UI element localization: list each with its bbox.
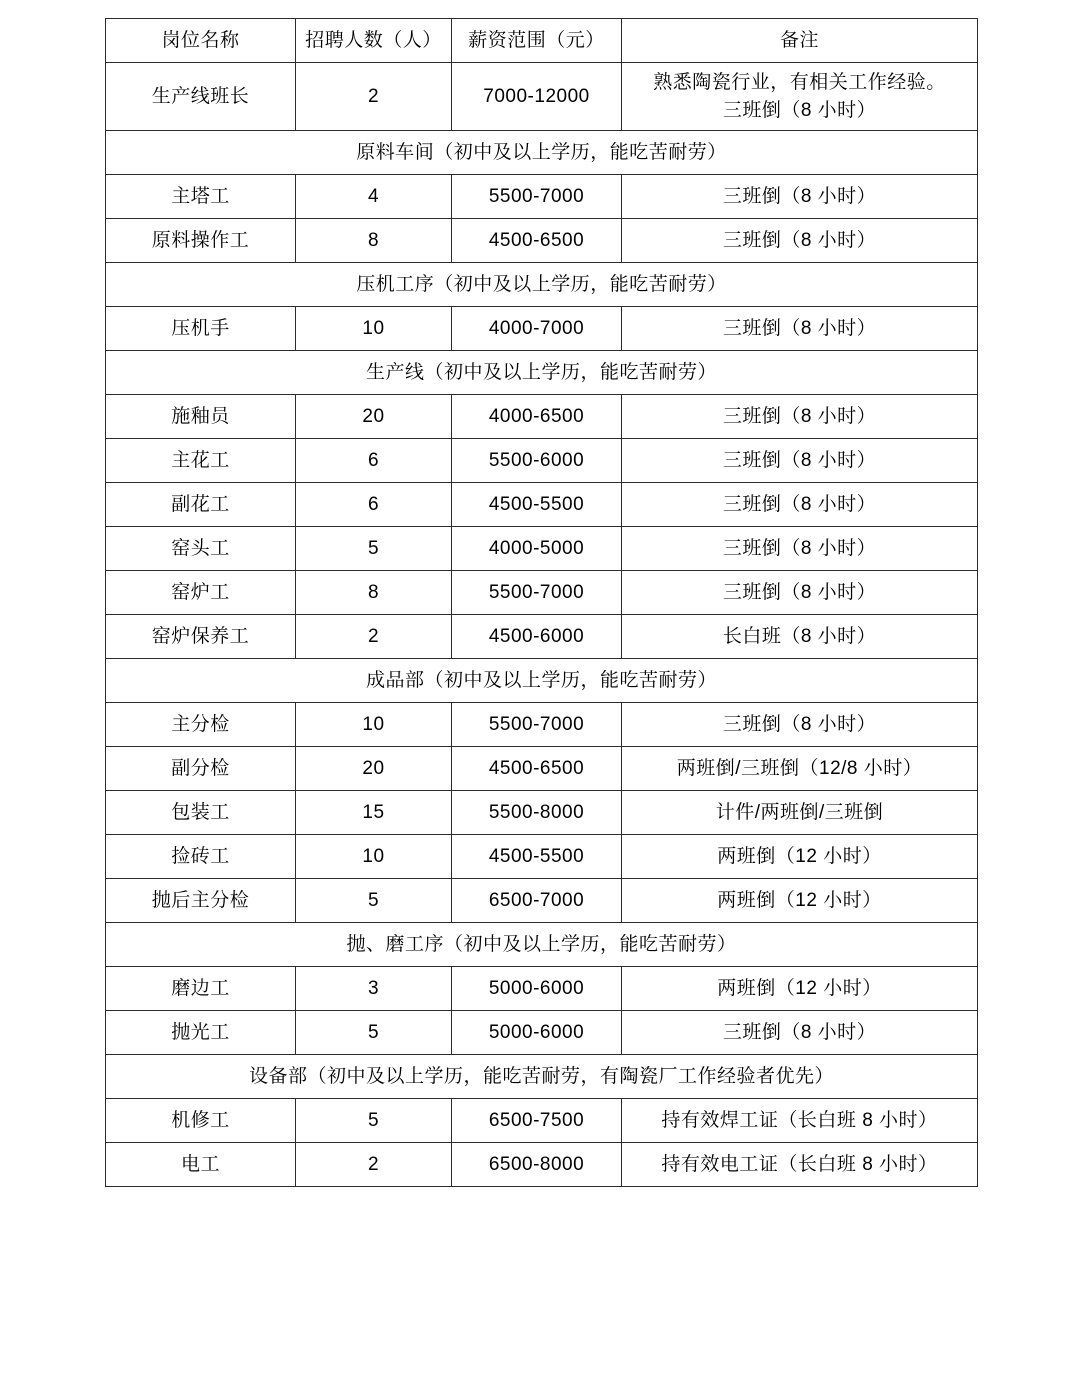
cell-remark: 计件/两班倒/三班倒 [622,791,978,835]
cell-salary-range: 5500-7000 [452,703,622,747]
recruitment-table [105,18,978,1187]
cell-salary-range: 4500-6500 [452,747,622,791]
remark-line: 三班倒（8 小时） [722,99,877,121]
cell-headcount: 8 [296,571,452,615]
cell-salary-range: 7000-12000 [452,63,622,131]
column-header-salary: 薪资范围（元） [452,19,622,63]
cell-headcount: 10 [296,835,452,879]
table-row [106,703,978,747]
table-row [106,395,978,439]
cell-headcount: 6 [296,483,452,527]
cell-salary-range: 4500-6000 [452,615,622,659]
cell-position-name: 磨边工 [106,967,296,1011]
column-header-position: 岗位名称 [106,19,296,63]
cell-position-name: 窑炉保养工 [106,615,296,659]
cell-salary-range: 5500-8000 [452,791,622,835]
cell-remark: 两班倒（12 小时） [622,879,978,923]
table-row [106,1011,978,1055]
cell-headcount: 2 [296,1143,452,1187]
column-header-count: 招聘人数（人） [296,19,452,63]
cell-salary-range: 4500-5500 [452,483,622,527]
section-title: 抛、磨工序（初中及以上学历，能吃苦耐劳） [106,923,978,967]
table-section-row [106,351,978,395]
section-title: 成品部（初中及以上学历，能吃苦耐劳） [106,659,978,703]
cell-headcount: 10 [296,307,452,351]
cell-position-name: 副分检 [106,747,296,791]
table-row [106,439,978,483]
table-row [106,63,978,131]
cell-remark: 持有效电工证（长白班 8 小时） [622,1143,978,1187]
table-row [106,219,978,263]
cell-headcount: 10 [296,703,452,747]
cell-position-name: 电工 [106,1143,296,1187]
cell-salary-range: 5000-6000 [452,967,622,1011]
cell-remark [622,63,978,131]
cell-headcount: 20 [296,395,452,439]
cell-salary-range: 4000-5000 [452,527,622,571]
table-section-row [106,923,978,967]
table-row [106,967,978,1011]
table-row [106,483,978,527]
table-section-row [106,263,978,307]
cell-position-name: 主分检 [106,703,296,747]
cell-headcount: 4 [296,175,452,219]
table-header-row [106,19,978,63]
cell-headcount: 5 [296,879,452,923]
cell-position-name: 主塔工 [106,175,296,219]
cell-remark: 三班倒（8 小时） [622,571,978,615]
remark-line: 熟悉陶瓷行业，有相关工作经验。 [653,72,946,93]
cell-remark: 长白班（8 小时） [622,615,978,659]
cell-position-name: 主花工 [106,439,296,483]
cell-remark: 三班倒（8 小时） [622,483,978,527]
cell-remark: 三班倒（8 小时） [622,219,978,263]
cell-position-name: 抛光工 [106,1011,296,1055]
table-row [106,307,978,351]
cell-salary-range: 5000-6000 [452,1011,622,1055]
table-row [106,1143,978,1187]
cell-salary-range: 6500-7000 [452,879,622,923]
table-body [106,19,978,1187]
table-row [106,615,978,659]
cell-remark: 两班倒（12 小时） [622,967,978,1011]
cell-salary-range: 4500-5500 [452,835,622,879]
table-row [106,571,978,615]
cell-headcount: 2 [296,615,452,659]
cell-position-name: 捡砖工 [106,835,296,879]
cell-position-name: 窑头工 [106,527,296,571]
cell-headcount: 2 [296,63,452,131]
cell-headcount: 5 [296,1099,452,1143]
column-header-remark: 备注 [622,19,978,63]
cell-remark: 持有效焊工证（长白班 8 小时） [622,1099,978,1143]
cell-position-name: 副花工 [106,483,296,527]
section-title: 生产线（初中及以上学历，能吃苦耐劳） [106,351,978,395]
cell-remark: 三班倒（8 小时） [622,1011,978,1055]
cell-position-name: 压机手 [106,307,296,351]
table-row [106,1099,978,1143]
cell-position-name: 生产线班长 [106,63,296,131]
cell-remark: 两班倒/三班倒（12/8 小时） [622,747,978,791]
table-row [106,527,978,571]
section-title: 设备部（初中及以上学历，能吃苦耐劳，有陶瓷厂工作经验者优先） [106,1055,978,1099]
cell-salary-range: 4000-7000 [452,307,622,351]
section-title: 原料车间（初中及以上学历，能吃苦耐劳） [106,131,978,175]
cell-headcount: 3 [296,967,452,1011]
cell-salary-range: 6500-7500 [452,1099,622,1143]
section-title: 压机工序（初中及以上学历，能吃苦耐劳） [106,263,978,307]
cell-position-name: 施釉员 [106,395,296,439]
cell-position-name: 窑炉工 [106,571,296,615]
cell-headcount: 8 [296,219,452,263]
cell-salary-range: 5500-6000 [452,439,622,483]
cell-headcount: 5 [296,527,452,571]
table-section-row [106,131,978,175]
cell-salary-range: 6500-8000 [452,1143,622,1187]
cell-position-name: 原料操作工 [106,219,296,263]
cell-salary-range: 4500-6500 [452,219,622,263]
cell-headcount: 15 [296,791,452,835]
cell-headcount: 20 [296,747,452,791]
cell-remark: 两班倒（12 小时） [622,835,978,879]
table-section-row [106,659,978,703]
cell-remark: 三班倒（8 小时） [622,307,978,351]
cell-remark: 三班倒（8 小时） [622,527,978,571]
table-row [106,791,978,835]
table-row [106,747,978,791]
cell-salary-range: 5500-7000 [452,175,622,219]
cell-position-name: 机修工 [106,1099,296,1143]
cell-salary-range: 4000-6500 [452,395,622,439]
cell-remark: 三班倒（8 小时） [622,395,978,439]
cell-remark: 三班倒（8 小时） [622,703,978,747]
table-row [106,175,978,219]
table-section-row [106,1055,978,1099]
cell-position-name: 包装工 [106,791,296,835]
cell-remark: 三班倒（8 小时） [622,175,978,219]
cell-remark: 三班倒（8 小时） [622,439,978,483]
cell-salary-range: 5500-7000 [452,571,622,615]
table-row [106,879,978,923]
cell-headcount: 5 [296,1011,452,1055]
cell-headcount: 6 [296,439,452,483]
cell-position-name: 抛后主分检 [106,879,296,923]
table-row [106,835,978,879]
